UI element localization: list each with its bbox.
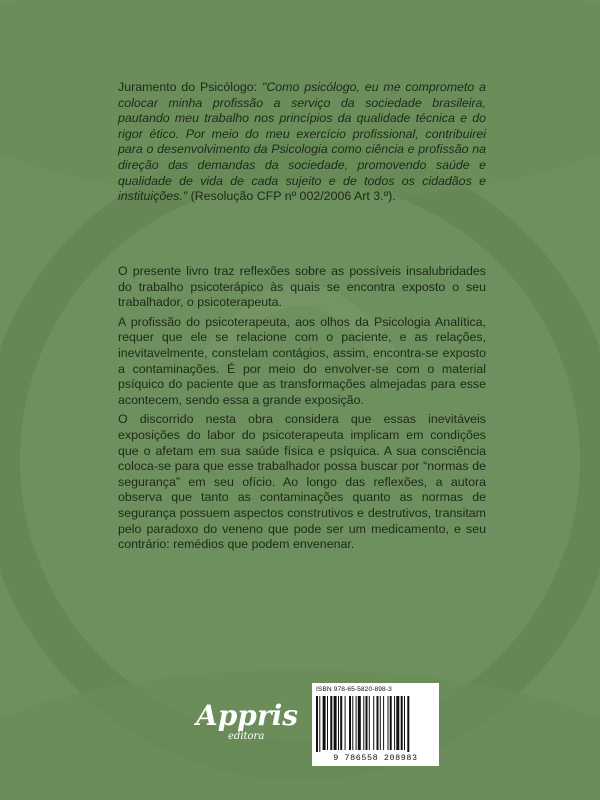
barcode-bar [377, 696, 379, 750]
barcode-bar [323, 696, 326, 750]
synopsis-paragraph: O discorrido nesta obra considera que essas inevitáveis exposições do labor do psicoterapeuta implicam em condições que o afetam em sua saúde física e psíquica. A sua consciência coloca-se para que esse trabalhador possa buscar por “normas de segurança” em seu ofício. Ao longo das reflexões, a autora observa que tanto as contaminações quanto as normas de segurança possuem aspectos construtivos e destrutivos, transitam pelo paradoxo do veneno que pode ser um medicamento, e seu contrário: remédios que podem envenenar. [118, 412, 486, 552]
barcode-bar [327, 696, 328, 750]
barcode-bar [319, 696, 320, 752]
synopsis [118, 264, 486, 557]
barcode-bar [390, 696, 392, 750]
barcode-bar [345, 696, 346, 750]
barcode-bar [380, 696, 381, 750]
barcode-bars [316, 696, 435, 752]
logo-main: Appris [196, 699, 299, 732]
logo-sub: editora [228, 731, 265, 742]
publisher-logo [192, 695, 302, 745]
barcode-bar [407, 696, 409, 752]
barcode-bar [388, 696, 389, 750]
barcode-bar [369, 696, 370, 750]
barcode-bar [330, 696, 332, 750]
oath-paragraph [118, 80, 486, 205]
barcode-bar [383, 696, 384, 750]
barcode-bar [396, 696, 399, 750]
synopsis-paragraph: O presente livro traz reflexões sobre as possíveis insalubridades do trabalho psicoterápico às quais se encontra exposto o seu trabalhador, o psicoterapeuta. [118, 264, 486, 310]
isbn-digits: 9 786558 208983 [333, 753, 418, 763]
barcode-bar [366, 696, 368, 750]
isbn-label: ISBN 978-65-5820-898-3 [316, 686, 392, 693]
barcode-bar [340, 696, 342, 750]
barcode-bar [363, 696, 364, 750]
barcode-bar [334, 696, 337, 750]
oath-citation: (Resolução CFP nº 002/2006 Art 3.º). [187, 189, 396, 204]
barcode-bar [356, 696, 357, 750]
barcode-bar [404, 696, 405, 750]
oath-lead: Juramento do Psicólogo: [118, 80, 262, 94]
barcode-bar [316, 696, 318, 752]
barcode-bar [373, 696, 374, 750]
barcode-bar [401, 696, 403, 750]
barcode-bar [394, 696, 395, 750]
isbn-barcode [312, 683, 439, 766]
barcode-bar [358, 696, 361, 750]
barcode-bar [338, 696, 339, 750]
barcode-bar [352, 696, 353, 750]
barcode-bar [349, 696, 351, 750]
oath-quote: "Como psicólogo, eu me comprometo a colocar minha profissão a serviço da sociedade brasileira, pautando meu trabalho nos princípios da qualidade técnica e do rigor ético. Por meio do meu exercício profissional, contribuirei para o desenvolvimento da Psicologia como ciência e profissão na direção das demandas da sociedade, promovendo saúde e qualidade de vida de cada sujeito e de todos os cidadãos e instituições." [118, 80, 486, 204]
synopsis-paragraph: A profissão do psicoterapeuta, aos olhos da Psicologia Analítica, requer que ele se relacione com o paciente, e as relações, inevitavelmente, constelam contágios, assim, encontra-se exposto a contaminações. É por meio do envolver-se com o material psíquico do paciente que as transformações almejadas para esse acontecem, sendo essa a grande exposição. [118, 314, 486, 407]
